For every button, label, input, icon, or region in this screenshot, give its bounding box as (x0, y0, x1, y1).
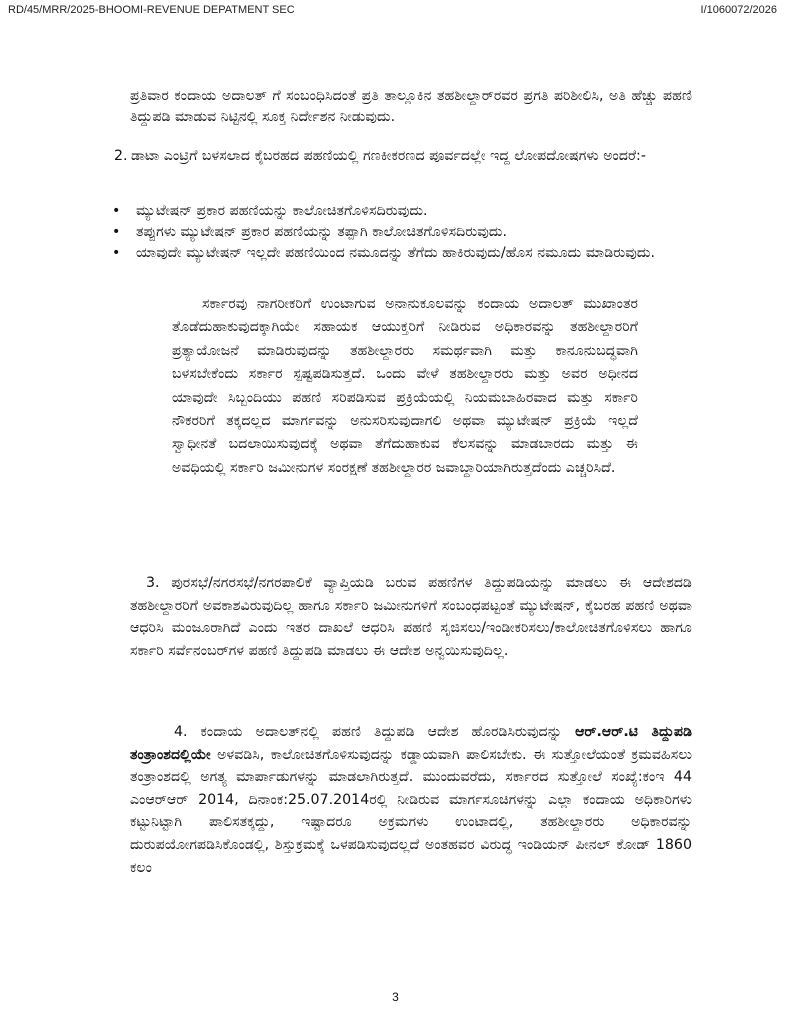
item-4 (130, 721, 692, 879)
list-item: • ಯಾವುದೇ ಮ್ಯುಟೇಷನ್ ಇಲ್ಲದೇ ಪಹಣಿಯಿಂದ ನಮೂದನ್ನು ತೆಗೆದು ಹಾಕಿರುವುದು/ಹೊಸ ನಮೂದು ಮಾಡಿರುವುದು. (108, 243, 692, 264)
reference-number: RD/45/MRR/2025-BHOOMI-REVENUE DEPATMENT SEC (8, 4, 295, 16)
page-number: 3 (392, 990, 399, 1004)
paragraph-continuation: ಪ್ರತಿವಾರ ಕಂದಾಯ ಅದಾಲತ್ ಗೆ ಸಂಬಂಧಿಸಿದಂತೆ ಪ್ರತಿ ತಾಲ್ಲೂಕಿನ ತಹಶೀಲ್ದಾರ್‌ರವರ ಪ್ರಗತಿ ಪರಿಶೀಲಿಸಿ, ಅತಿ ಹೆಚ್ಚು ಪಹಣಿ ತಿದ್ದುಪಡಿ ಮಾಡುವ ನಿಟ್ಟಿನಲ್ಲಿ ಸೂಕ್ತ ನಿರ್ದೇಶನ ನೀಡುವುದು. (130, 88, 692, 126)
list-item: • ತಪ್ಪುಗಳು ಮ್ಯುಟೇಷನ್ ಪ್ರಕಾರ ಪಹಣಿಯನ್ನು ತಪ್ಪಾಗಿ ಕಾಲೋಚಿತಗೊಳಿಸದಿರುವುದು. (108, 222, 692, 243)
item-2 (114, 146, 692, 167)
item-4-rest: ಅಳವಡಿಸಿ, ಕಾಲೋಚಿತಗೊಳಿಸುವುದನ್ನು ಕಡ್ಡಾಯವಾಗಿ ಪಾಲಿಸಬೇಕು. ಈ ಸುತ್ತೋಲೆಯಂತೆ ಕ್ರಮವಹಿಸಲು ತಂತ್ರಾಂಶದಲ್ಲಿ ಅಗತ್ಯ ಮಾರ್ಪಾಡುಗಳನ್ನು ಮಾಡಲಾಗಿರುತ್ತದೆ. ಮುಂದುವರೆದು, ಸರ್ಕಾರದ ಸುತ್ತೋಲೆ ಸಂಖ್ಯೆ:ಕಂಇ 44 ಎಂಆರ್‌ಆರ್ 2014, ದಿನಾಂಕ:25.07.2014ರಲ್ಲಿ ನೀಡಿರುವ ಮಾರ್ಗಸೂಚಿಗಳನ್ನು ಎಲ್ಲಾ ಕಂದಾಯ ಅಧಿಕಾರಿಗಳು ಕಟ್ಟುನಿಟ್ಟಾಗಿ ಪಾಲಿಸತಕ್ಕದ್ದು, ಇಷ್ಟಾದರೂ ಅಕ್ರಮಗಳು ಉಂಟಾದಲ್ಲಿ, ತಹಶೀಲ್ದಾರರು ಅಧಿಕಾರವನ್ನು ದುರುಪಯೋಗಪಡಿಸಿಕೊಂಡಲ್ಲಿ, ಶಿಸ್ತುಕ್ರಮಕ್ಕೆ ಒಳಪಡಿಸುವುದಲ್ಲದೆ ಅಂತಹವರ ವಿರುದ್ಧ ಇಂಡಿಯನ್ ಪೀನಲ್ ಕೋಡ್ 1860 ಕಲಂ (130, 746, 692, 876)
item-2-text: ಡಾಟಾ ಎಂಟ್ರಿಗೆ ಬಳಸಲಾದ ಕೈಬರಹದ ಪಹಣಿಯಲ್ಲಿ ಗಣಕೀಕರಣದ ಪೂರ್ವದಲ್ಲೇ ಇದ್ದ ಲೋಪದೋಷಗಳು ಅಂದರೆ:- (131, 148, 646, 164)
list-item: • ಮ್ಯುಟೇಷನ್ ಪ್ರಕಾರ ಪಹಣಿಯನ್ನು ಕಾಲೋಚಿತಗೊಳಿಸದಿರುವುದು. (108, 201, 692, 222)
item-4-bold-text: ಆರ್.ಆರ್.ಟಿ ತಿದ್ದುಪಡಿ ತಂತ್ರಾಂಶದಲ್ಲಿಯೇ (130, 724, 693, 763)
defect-list (108, 201, 692, 265)
document-header (8, 4, 777, 16)
item-4-lead: 4. ಕಂದಾಯ ಅದಾಲತ್‌ನಲ್ಲಿ ಪಹಣಿ ತಿದ್ದುಪಡಿ ಆದೇಶ ಹೊರಡಿಸಿರುವುದನ್ನು (174, 724, 576, 740)
item-2-number: 2. (114, 148, 128, 164)
file-number: I/1060072/2026 (700, 4, 777, 16)
item-3: 3. ಪುರಸಭೆ/ನಗರಸಭೆ/ನಗರಪಾಲಿಕೆ ವ್ಯಾಪ್ತಿಯಡಿ ಬರುವ ಪಹಣಿಗಳ ತಿದ್ದುಪಡಿಯನ್ನು ಮಾಡಲು ಈ ಆದೇಶದಡಿ ತಹಶೀಲ್ದಾರರಿಗೆ ಅವಕಾಶವಿರುವುದಿಲ್ಲ ಹಾಗೂ ಸರ್ಕಾರಿ ಜಮೀನುಗಳಿಗೆ ಸಂಬಂಧಪಟ್ಟಂತೆ ಮ್ಯುಟೇಷನ್, ಕೈಬರಹ ಪಹಣಿ ಅಥವಾ ಆಧರಿಸಿ ಮಂಜೂರಾಗಿದೆ ಎಂದು ಇತರ ದಾಖಲೆ ಆಧರಿಸಿ ಪಹಣಿ ಸೃಜಿಸಲು/ಇಂಡೀಕರಿಸಲು/ಕಾಲೋಚಿತಗೊಳಿಸಲು ಹಾಗೂ ಸರ್ಕಾರಿ ಸರ್ವೆನಂಬರ್‌ಗಳ ಪಹಣಿ ತಿದ್ದುಪಡಿ ಮಾಡಲು ಈ ಆದೇಶ ಅನ್ವಯಿಸುವುದಿಲ್ಲ. (130, 575, 692, 659)
indented-block: ಸರ್ಕಾರವು ನಾಗರೀಕರಿಗೆ ಉಂಟಾಗುವ ಅನಾನುಕೂಲವನ್ನು ಕಂದಾಯ ಅದಾಲತ್ ಮುಖಾಂತರ ತೊಡೆದುಹಾಕುವುದಕ್ಕಾಗಿಯೇ ಸಹಾಯಕ ಆಯುಕ್ತರಿಗೆ ನೀಡಿರುವ ಅಧಿಕಾರವನ್ನು ತಹಶೀಲ್ದಾರರಿಗೆ ಪ್ರತ್ಯಾಯೋಜನೆ ಮಾಡಿರುವುದನ್ನು ತಹಶೀಲ್ದಾರರು ಸಮರ್ಥವಾಗಿ ಮತ್ತು ಕಾನೂನುಬದ್ಧವಾಗಿ ಬಳಸಬೇಕೆಂದು ಸರ್ಕಾರ ಸ್ಪಷ್ಟಪಡಿಸುತ್ತದೆ. ಒಂದು ವೇಳೆ ತಹಶೀಲ್ದಾರರು ಮತ್ತು ಅವರ ಅಧೀನದ ಯಾವುದೇ ಸಿಬ್ಬಂದಿಯು ಪಹಣಿ ಸರಿಪಡಿಸುವ ಪ್ರಕ್ರಿಯೆಯಲ್ಲಿ ನಿಯಮಬಾಹಿರವಾದ ಮತ್ತು ಸರ್ಕಾರಿ ನೌಕರರಿಗೆ ತಕ್ಕದಲ್ಲದ ಮಾರ್ಗವನ್ನು ಅನುಸರಿಸುವುದಾಗಲಿ ಅಥವಾ ಮ್ಯುಟೇಷನ್ ಪ್ರಕ್ರಿಯೆ ಇಲ್ಲದೆ ಸ್ವಾಧೀನತೆ ಬದಲಾಯಿಸುವುದಕ್ಕೆ ಅಥವಾ ತೆಗೆದುಹಾಕುವ ಕೆಲಸವನ್ನು ಮಾಡಬಾರದು ಮತ್ತು ಈ ಅವಧಿಯಲ್ಲಿ ಸರ್ಕಾರಿ ಜಮೀನುಗಳ ಸಂರಕ್ಷಣೆ ತಹಶೀಲ್ದಾರರ ಜವಾಬ್ದಾರಿಯಾಗಿರುತ್ತದೆಂದು ಎಚ್ಚರಿಸಿದೆ. (172, 296, 638, 476)
